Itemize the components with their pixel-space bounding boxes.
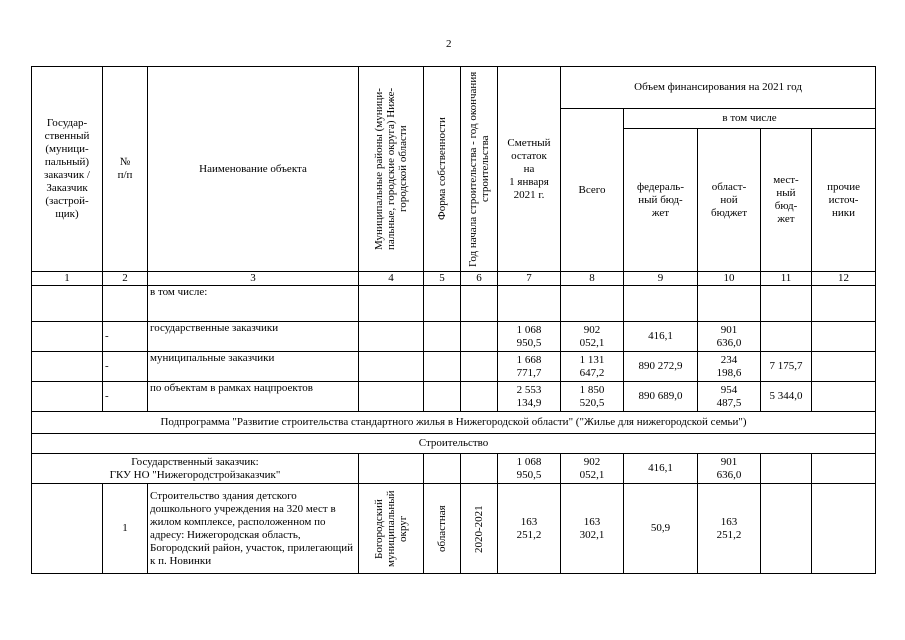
section-title: Строительство: [32, 434, 876, 454]
table-row: [32, 484, 876, 574]
row-name: по объектам в рамках нацпроектов: [148, 382, 359, 412]
col-number: 5: [424, 272, 461, 286]
col-number: 6: [461, 272, 498, 286]
header-years: [461, 67, 498, 272]
header-federal: федераль- ный бюд- жет: [624, 129, 698, 272]
row-total: 902 052,1: [561, 322, 624, 352]
customer-federal: 416,1: [624, 454, 698, 484]
row-estimate: 1 068 950,5: [498, 322, 561, 352]
item-ownership: [424, 484, 461, 574]
item-total: 163 302,1: [561, 484, 624, 574]
row-total: 1 850 520,5: [561, 382, 624, 412]
customer-estimate: 1 068 950,5: [498, 454, 561, 484]
item-federal: 50,9: [624, 484, 698, 574]
item-estimate: 163 251,2: [498, 484, 561, 574]
row-num: -: [103, 382, 148, 412]
header-local: мест- ный бюд- жет: [761, 129, 812, 272]
row-name: в том числе:: [148, 286, 359, 322]
row-estimate: 2 553 134,9: [498, 382, 561, 412]
row-federal: 416,1: [624, 322, 698, 352]
row-num: -: [103, 322, 148, 352]
row-num: -: [103, 352, 148, 382]
row-local: 5 344,0: [761, 382, 812, 412]
col-number: 4: [359, 272, 424, 286]
row-estimate: 1 668 771,7: [498, 352, 561, 382]
header-municipal-text: Муниципальные районы (муници-пальные, городские округа) Ниже-городской области: [373, 87, 409, 251]
table-row: [32, 352, 876, 382]
table-row: [32, 412, 876, 434]
item-num: 1: [103, 484, 148, 574]
item-municipal-text: Богородский муниципальный округ: [373, 490, 409, 567]
col-number: 9: [624, 272, 698, 286]
col-number: 10: [698, 272, 761, 286]
col-number: 2: [103, 272, 148, 286]
item-name: Строительство здания детского дошкольного учреждения на 320 мест в жилом комплексе, расположенном по адресу: Нижегородская область, Богородский район, участок, прилегающий к п. Новинки: [148, 484, 359, 574]
row-name: государственные заказчики: [148, 322, 359, 352]
header-other: прочие источ- ники: [812, 129, 876, 272]
row-federal: 890 689,0: [624, 382, 698, 412]
header-regional: област- ной бюджет: [698, 129, 761, 272]
customer-name: Государственный заказчик: ГКУ НО "Нижегородстройзаказчик": [32, 454, 359, 484]
financing-table: [31, 66, 876, 574]
page-number: 2: [446, 38, 452, 50]
customer-regional: 901 636,0: [698, 454, 761, 484]
header-object-name: Наименование объекта: [148, 67, 359, 272]
col-number: 3: [148, 272, 359, 286]
table-row: [32, 286, 876, 322]
col-number: 12: [812, 272, 876, 286]
item-years: [461, 484, 498, 574]
header-funding: Объем финансирования на 2021 год: [561, 67, 876, 109]
row-name: муниципальные заказчики: [148, 352, 359, 382]
customer-total: 902 052,1: [561, 454, 624, 484]
item-ownership-text: областная: [436, 505, 448, 552]
row-federal: 890 272,9: [624, 352, 698, 382]
header-municipal: [359, 67, 424, 272]
row-total: 1 131 647,2: [561, 352, 624, 382]
column-numbers-row: [32, 272, 876, 286]
header-years-text: Год начала строительства - год окончания строительства: [467, 71, 491, 267]
header-total: Всего: [561, 109, 624, 272]
row-regional: 234 198,6: [698, 352, 761, 382]
header-ownership: [424, 67, 461, 272]
header-including: в том числе: [624, 109, 876, 129]
col-number: 1: [32, 272, 103, 286]
item-years-text: 2020-2021: [473, 504, 485, 553]
item-regional: 163 251,2: [698, 484, 761, 574]
table-row: [32, 434, 876, 454]
row-local: 7 175,7: [761, 352, 812, 382]
col-number: 8: [561, 272, 624, 286]
item-municipal: [359, 484, 424, 574]
table-row: [32, 454, 876, 484]
header-estimate: Сметный остаток на 1 января 2021 г.: [498, 67, 561, 272]
subprogram-title: Подпрограмма "Развитие строительства стандартного жилья в Нижегородской области" ("Жилье для нижегородской семьи"): [32, 412, 876, 434]
table-row: [32, 322, 876, 352]
header-ownership-text: Форма собственности: [436, 117, 448, 221]
table-row: [32, 382, 876, 412]
col-number: 11: [761, 272, 812, 286]
header-customer: Государ- ственный (муници- пальный) заказчик / Заказчик (застрой- щик): [32, 67, 103, 272]
col-number: 7: [498, 272, 561, 286]
row-regional: 901 636,0: [698, 322, 761, 352]
row-regional: 954 487,5: [698, 382, 761, 412]
header-num: № п/п: [103, 67, 148, 272]
